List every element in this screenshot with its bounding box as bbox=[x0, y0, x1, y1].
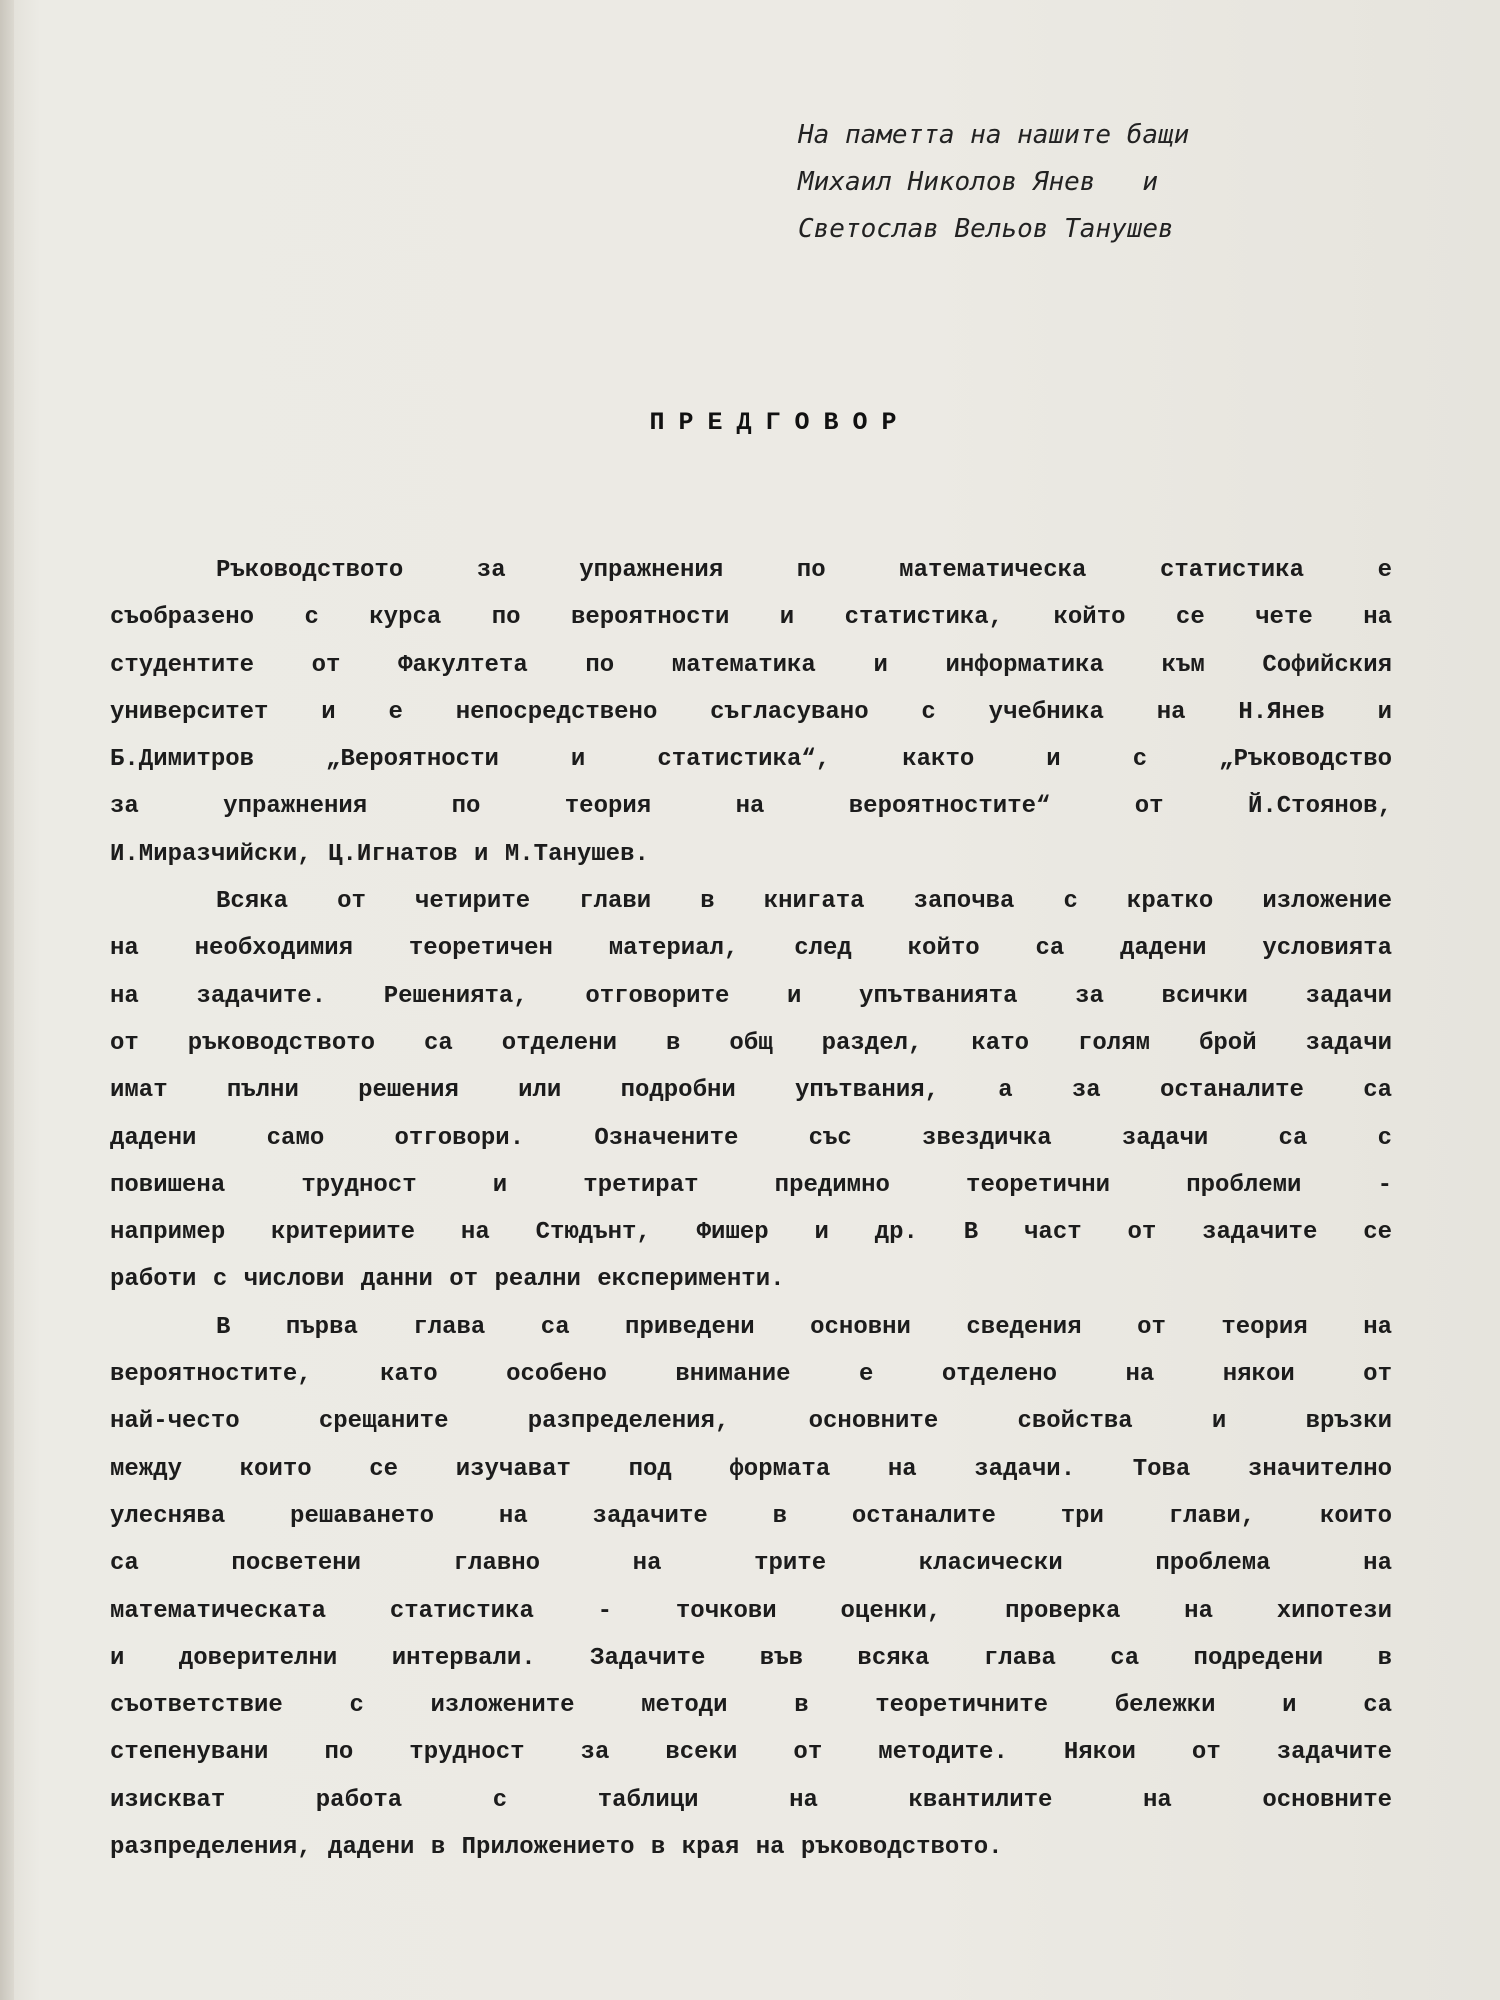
text-line: Б.Димитров „Вероятности и статистика“, както и с „Ръководство bbox=[110, 746, 1392, 774]
text-line: повишена трудност и третират предимно теоретични проблеми - bbox=[110, 1171, 1392, 1199]
text-line: В първа глава са приведени основни сведения от теория на bbox=[216, 1313, 1392, 1341]
text-line: математическата статистика - точкови оценки, проверка на хипотези bbox=[110, 1597, 1392, 1625]
dedication-line: На паметта на нашите бащи bbox=[798, 120, 1190, 150]
text-line: вероятностите, като особено внимание е отделено на някои от bbox=[110, 1361, 1392, 1389]
dedication-line: Светослав Вельов Танушев bbox=[798, 214, 1174, 244]
text-line: изискват работа с таблици на квантилите на основните bbox=[110, 1786, 1392, 1814]
dedication-line: Михаил Николов Янев и bbox=[798, 167, 1159, 197]
text-line: имат пълни решения или подробни упътвания, а за останалите са bbox=[110, 1077, 1392, 1105]
text-line: Всяка от четирите глави в книгата започва с кратко изложение bbox=[216, 888, 1392, 916]
text-line: университет и е непосредствено съгласувано с учебника на Н.Янев и bbox=[110, 698, 1392, 726]
text-line: между които се изучават под формата на задачи. Това значително bbox=[110, 1455, 1392, 1483]
text-line: разпределения, дадени в Приложението в края на ръководството. bbox=[110, 1834, 1003, 1862]
preface-body bbox=[110, 547, 1392, 1871]
text-line: дадени само отговори. Означените със звездичка задачи са с bbox=[110, 1124, 1392, 1152]
text-line: степенувани по трудност за всеки от методите. Някои от задачите bbox=[110, 1739, 1392, 1767]
text-line: на задачите. Решенията, отговорите и упътванията за всички задачи bbox=[110, 982, 1392, 1010]
dedication bbox=[798, 112, 1189, 253]
text-line: най-често срещаните разпределения, основните свойства и връзки bbox=[110, 1408, 1392, 1436]
text-line: И.Миразчийски, Ц.Игнатов и М.Танушев. bbox=[110, 840, 649, 868]
text-line: работи с числови данни от реални експерименти. bbox=[110, 1266, 785, 1294]
page-title: ПРЕДГОВОР bbox=[649, 408, 911, 437]
text-line: от ръководството са отделени в общ раздел, като голям брой задачи bbox=[110, 1029, 1392, 1057]
text-line: на необходимия теоретичен материал, след който са дадени условията bbox=[110, 935, 1392, 963]
paragraph bbox=[110, 1304, 1392, 1872]
text-line: студентите от Факултета по математика и информатика към Софийския bbox=[110, 651, 1392, 679]
text-line: са посветени главно на трите класически проблема на bbox=[110, 1550, 1392, 1578]
page-edge-shadow bbox=[0, 0, 14, 2000]
paragraph bbox=[110, 547, 1392, 878]
text-line: Ръководството за упражнения по математическа статистика е bbox=[216, 557, 1392, 584]
text-line: улеснява решаването на задачите в останалите три глави, които bbox=[110, 1502, 1392, 1530]
text-line: за упражнения по теория на вероятностите“ от Й.Стоянов, bbox=[110, 793, 1392, 821]
text-line: съобразено с курса по вероятности и статистика, който се чете на bbox=[110, 604, 1392, 632]
paragraph bbox=[110, 878, 1392, 1304]
text-line: съответствие с изложените методи в теоретичните бележки и са bbox=[110, 1692, 1392, 1720]
text-line: например критериите на Стюдънт, Фишер и др. В част от задачите се bbox=[110, 1219, 1392, 1247]
text-line: и доверителни интервали. Задачите във всяка глава са подредени в bbox=[110, 1644, 1392, 1672]
